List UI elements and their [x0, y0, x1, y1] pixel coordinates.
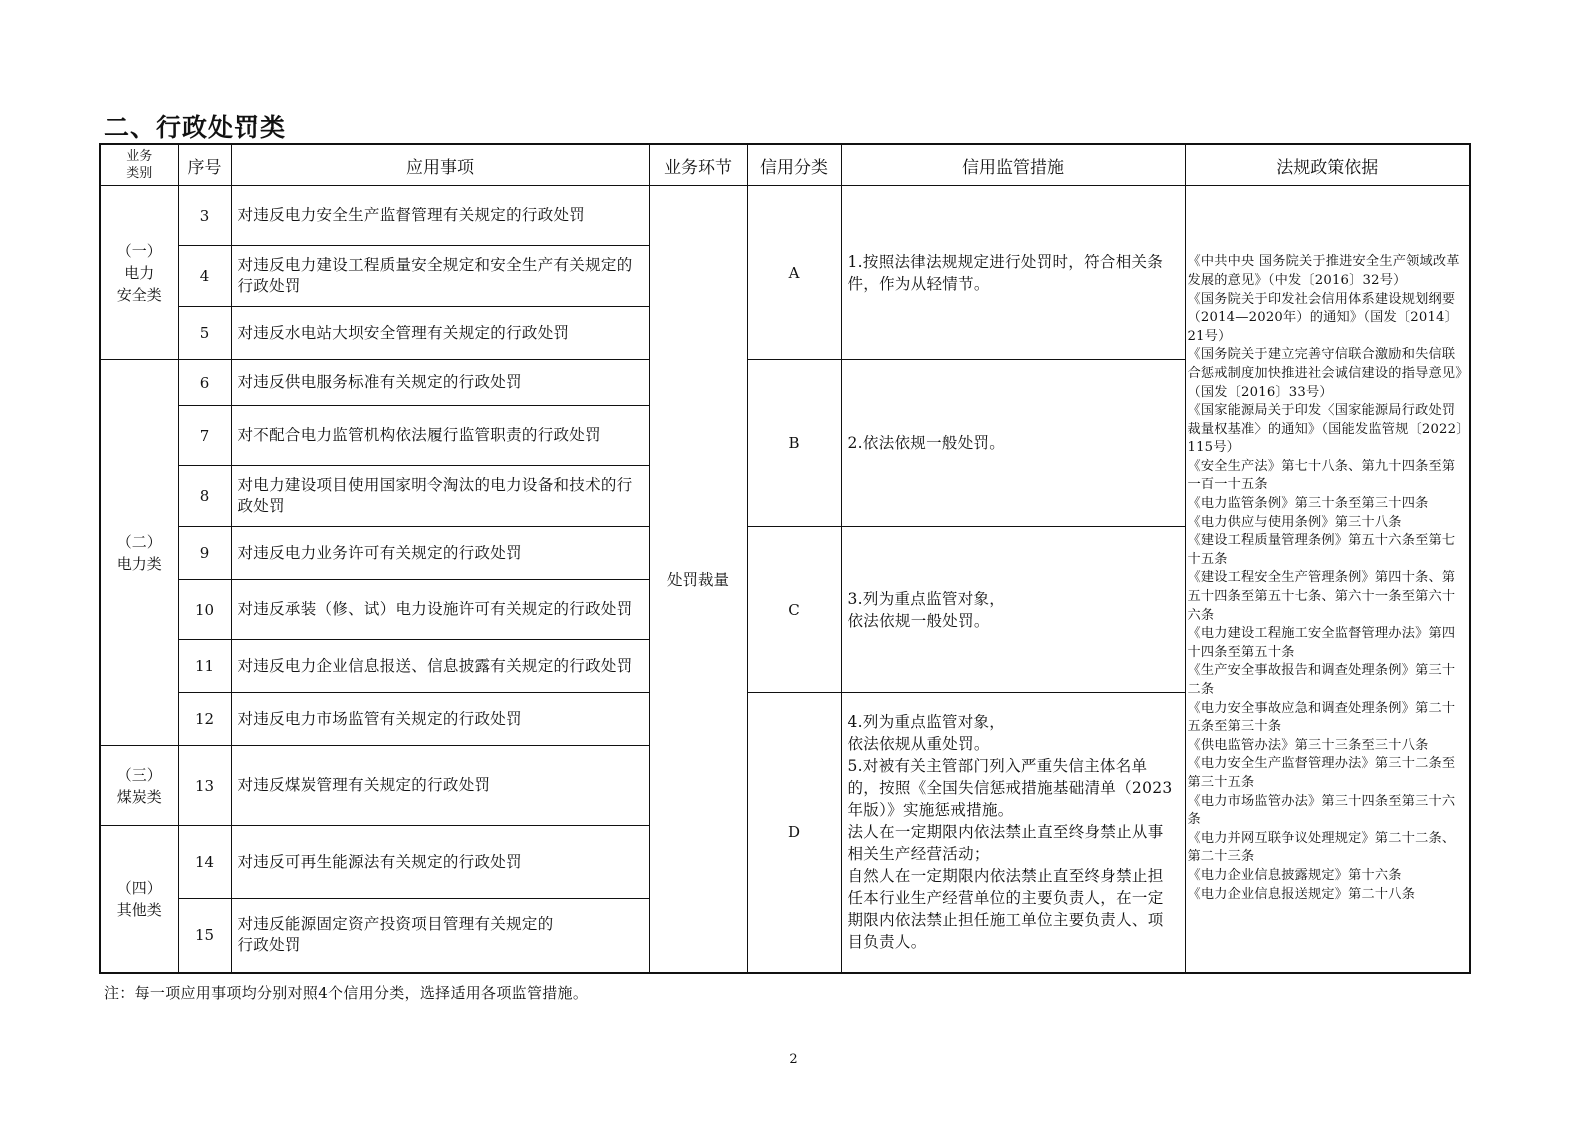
text-line: 4.列为重点监管对象， [847, 713, 1006, 732]
measure-b [841, 360, 1185, 527]
basis-item: 《电力安全生产监督管理办法》第三十二条至第三十五条 [1187, 756, 1456, 790]
basis-item: 《电力并网互联争议处理规定》第二十二条、第二十三条 [1187, 830, 1456, 865]
row-number: 3 [178, 186, 231, 246]
basis-item: 《建设工程质量管理条例》第五十六条至第七十五条 [1187, 533, 1456, 567]
text-line: 对违反能源固定资产投资项目管理有关规定的 [237, 915, 554, 934]
text-line: 类别 [126, 166, 153, 181]
text-line: （二） [116, 532, 162, 551]
header-category-text [101, 148, 178, 182]
row-number: 12 [178, 693, 231, 746]
basis-item: 《国务院关于印发社会信用体系建设规划纲要（2014—2020年）的通知》（国发〔2014〕21号） [1187, 291, 1459, 344]
row-number: 15 [178, 899, 231, 973]
text-line: 安全类 [116, 285, 162, 304]
text-line: （四） [116, 878, 162, 897]
row-number: 11 [178, 640, 231, 693]
row-number: 4 [178, 246, 231, 307]
basis-item: 《供电监管办法》第三十三条至三十八条 [1187, 737, 1429, 753]
row-number: 8 [178, 466, 231, 527]
text-line: 其他类 [116, 900, 162, 919]
basis-item: 《安全生产法》第七十八条、第九十四条至第一百一十五条 [1187, 458, 1456, 493]
row-item: 对违反电力业务许可有关规定的行政处罚 [231, 527, 649, 580]
row-item: 对违反水电站大坝安全管理有关规定的行政处罚 [231, 307, 649, 360]
header-item: 应用事项 [231, 144, 649, 186]
text-line: 5.对被有关主管部门列入严重失信主体名单的，按照《全国失信惩戒措施基础清单（2023年版）》实施惩戒措施。 [847, 757, 1173, 820]
basis-item: 《电力安全事故应急和调查处理条例》第二十五条至第三十条 [1187, 700, 1456, 735]
row-number: 13 [178, 746, 231, 826]
text-line: 2.依法依规一般处罚。 [847, 434, 1006, 452]
measure-a [841, 186, 1185, 360]
row-item: 对违反电力建设工程质量安全规定和安全生产有关规定的行政处罚 [231, 246, 649, 307]
basis-item: 《电力市场监管办法》第三十四条至第三十六条 [1187, 793, 1456, 828]
basis-item: 《电力监管条例》第三十条至第三十四条 [1187, 496, 1429, 512]
text-line: 依法依规一般处罚。 [847, 611, 990, 630]
text-line: 电力类 [116, 554, 162, 573]
grade-c: C [747, 527, 841, 693]
row-item: 对违反电力安全生产监督管理有关规定的行政处罚 [231, 186, 649, 246]
row-item: 对违反供电服务标准有关规定的行政处罚 [231, 360, 649, 406]
text-line: 法人在一定期限内依法禁止直至终身禁止从事相关生产经营活动； [847, 823, 1164, 864]
text-line: 电力 [124, 263, 155, 282]
category-cell-3 [100, 746, 178, 826]
header-seq: 序号 [178, 144, 231, 186]
row-item: 对违反承装（修、试）电力设施许可有关规定的行政处罚 [231, 580, 649, 640]
basis-item: 《中共中央 国务院关于推进安全生产领域改革发展的意见》（中发〔2016〕32号） [1187, 254, 1460, 288]
category-cell-4 [100, 826, 178, 973]
basis-item: 《电力建设工程施工安全监督管理办法》第四十四条至第五十条 [1187, 626, 1456, 660]
text-line: （三） [116, 765, 162, 784]
row-item: 对不配合电力监管机构依法履行监管职责的行政处罚 [231, 406, 649, 466]
row-number: 9 [178, 527, 231, 580]
grade-a: A [747, 186, 841, 360]
header-category [100, 144, 178, 186]
category-cell-1 [100, 186, 178, 360]
header-measures: 信用监管措施 [841, 144, 1185, 186]
text-line: 业务 [126, 149, 153, 164]
row-number: 6 [178, 360, 231, 406]
table-note: 注：每一项应用事项均分别对照4个信用分类，选择适用各项监管措施。 [104, 984, 589, 1002]
text-line: 3.列为重点监管对象， [847, 589, 1006, 608]
header-stage: 业务环节 [649, 144, 747, 186]
category-cell-2 [100, 360, 178, 746]
basis-cell [1185, 186, 1470, 973]
page-title: 二、行政处罚类 [104, 113, 287, 142]
text-line: 行政处罚 [237, 936, 301, 955]
text-line: 自然人在一定期限内依法禁止直至终身禁止担任本行业生产经营单位的主要负责人，在一定期限内依法禁止担任施工单位主要负责人、项目负责人。 [847, 867, 1164, 952]
row-item [231, 899, 649, 973]
text-line: 依法依规从重处罚。 [847, 735, 990, 754]
penalty-table [99, 143, 1471, 974]
text-line: 1.按照法律法规规定进行处罚时，符合相关条件，作为从轻情节。 [847, 252, 1164, 293]
basis-list [1188, 253, 1468, 904]
header-basis: 法规政策依据 [1185, 144, 1470, 186]
row-number: 5 [178, 307, 231, 360]
row-number: 7 [178, 406, 231, 466]
page-number: 2 [789, 1052, 798, 1067]
basis-item: 《电力企业信息报送规定》第二十八条 [1187, 886, 1416, 902]
basis-item: 《建设工程安全生产管理条例》第四十条、第五十四条至第五十七条、第六十一条至第六十六条 [1187, 570, 1456, 623]
row-item: 对违反煤炭管理有关规定的行政处罚 [231, 746, 649, 826]
row-number: 10 [178, 580, 231, 640]
row-item: 对电力建设项目使用国家明令淘汰的电力设备和技术的行政处罚 [231, 466, 649, 527]
row-item: 对违反可再生能源法有关规定的行政处罚 [231, 826, 649, 899]
table-row [100, 186, 1470, 246]
table-header-row [100, 144, 1470, 186]
basis-item: 《电力企业信息披露规定》第十六条 [1187, 867, 1402, 883]
text-line: 煤炭类 [116, 787, 162, 806]
row-item: 对违反电力企业信息报送、信息披露有关规定的行政处罚 [231, 640, 649, 693]
row-number: 14 [178, 826, 231, 899]
stage-cell: 处罚裁量 [649, 186, 747, 973]
basis-item: 《生产安全事故报告和调查处理条例》第三十二条 [1187, 663, 1456, 698]
header-credit-grade: 信用分类 [747, 144, 841, 186]
measure-c [841, 527, 1185, 693]
row-item: 对违反电力市场监管有关规定的行政处罚 [231, 693, 649, 746]
measure-d [841, 693, 1185, 973]
text-line: （一） [116, 241, 162, 260]
grade-d: D [747, 693, 841, 973]
basis-item: 《电力供应与使用条例》第三十八条 [1187, 514, 1402, 530]
basis-item: 《国务院关于建立完善守信联合激励和失信联合惩戒制度加快推进社会诚信建设的指导意见》（国发〔2016〕33号） [1187, 347, 1463, 400]
grade-b: B [747, 360, 841, 527]
basis-item: 《国家能源局关于印发〈国家能源局行政处罚裁量权基准〉的通知》（国能发监管规〔2022〕115号） [1187, 403, 1464, 456]
